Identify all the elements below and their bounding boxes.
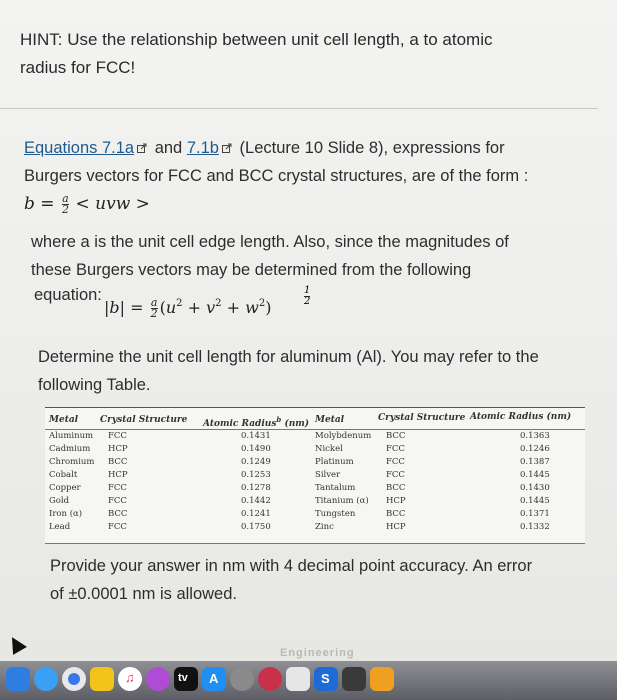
metal-name: Platinum bbox=[315, 457, 354, 467]
music-icon[interactable]: ♫ bbox=[118, 667, 142, 691]
tv-label: tv bbox=[178, 672, 188, 684]
task-paragraph bbox=[38, 343, 598, 399]
atomic-radius: 0.1442 bbox=[241, 496, 271, 506]
atomic-radius: 0.1249 bbox=[241, 457, 271, 467]
notes-icon[interactable] bbox=[90, 667, 114, 691]
hint-line-1: HINT: Use the relationship between unit cell length, a to atomic bbox=[20, 30, 493, 49]
crystal-structure: HCP bbox=[108, 444, 128, 454]
atomic-radius: 0.1371 bbox=[520, 509, 550, 519]
crystal-structure: FCC bbox=[386, 470, 405, 480]
metal-name: Aluminum bbox=[49, 431, 94, 441]
crystal-structure: FCC bbox=[108, 496, 127, 506]
where-line-1: where a is the unit cell edge length. Also, since the magnitudes of bbox=[31, 233, 509, 251]
crystal-structure: FCC bbox=[386, 444, 405, 454]
atomic-radius: 0.1253 bbox=[241, 470, 271, 480]
crystal-structure: HCP bbox=[108, 470, 128, 480]
exponent-numerator: 1 bbox=[304, 285, 311, 296]
mouse-cursor-icon bbox=[5, 633, 27, 655]
atomic-radius: 0.1332 bbox=[520, 522, 550, 532]
intro-paragraph bbox=[24, 134, 584, 218]
crystal-structure: BCC bbox=[108, 457, 128, 467]
app-store-icon[interactable]: A bbox=[202, 667, 226, 691]
formula-fraction bbox=[62, 194, 69, 215]
answer-instructions bbox=[50, 552, 570, 608]
header-radius-right: Atomic Radius (nm) bbox=[470, 412, 572, 422]
external-link-icon bbox=[137, 143, 147, 153]
header-structure-right: Crystal Structure bbox=[378, 413, 466, 423]
metal-name: Tantalum bbox=[315, 483, 356, 493]
no-entry-icon[interactable] bbox=[258, 667, 282, 691]
metal-name: Copper bbox=[49, 483, 81, 493]
atomic-radius: 0.1246 bbox=[520, 444, 550, 454]
system-preferences-icon[interactable] bbox=[230, 667, 254, 691]
atomic-radius-table bbox=[45, 407, 585, 544]
crystal-structure: BCC bbox=[386, 509, 406, 519]
intro-line-2: Burgers vectors for FCC and BCC crystal structures, are of the form : bbox=[24, 167, 529, 185]
equation-exponent bbox=[304, 286, 310, 307]
header-metal-left: Metal bbox=[49, 415, 79, 425]
exponent-denominator: 2 bbox=[304, 296, 311, 307]
header-radius-left: Atomic Radius$^b$ (nm) bbox=[203, 415, 310, 429]
hint-line-2: radius for FCC! bbox=[20, 58, 136, 77]
intro-rest-line-1: (Lecture 10 Slide 8), expressions for bbox=[239, 139, 505, 157]
crystal-structure: FCC bbox=[108, 522, 127, 532]
app-icon[interactable] bbox=[370, 667, 394, 691]
crystal-structure: BCC bbox=[386, 483, 406, 493]
where-paragraph bbox=[31, 228, 591, 284]
fraction-denominator: 2 bbox=[61, 203, 69, 217]
atomic-radius: 0.1750 bbox=[241, 522, 271, 532]
metal-name: Cobalt bbox=[49, 470, 78, 480]
equation-7-1a-link[interactable]: Equations 7.1a bbox=[24, 139, 135, 157]
header-structure-left: Crystal Structure bbox=[100, 415, 188, 425]
hint-text bbox=[20, 26, 580, 82]
mac-dock bbox=[0, 661, 617, 700]
crystal-structure: HCP bbox=[386, 496, 406, 506]
external-link-icon bbox=[222, 143, 232, 153]
metal-name: Nickel bbox=[315, 444, 343, 454]
crystal-structure: HCP bbox=[386, 522, 406, 532]
metal-name: Chromium bbox=[49, 457, 95, 467]
answer-line-1: Provide your answer in nm with 4 decimal point accuracy. An error bbox=[50, 557, 533, 575]
task-line-2: following Table. bbox=[38, 376, 151, 394]
metal-name: Gold bbox=[49, 496, 70, 506]
header-rule bbox=[45, 429, 585, 430]
metal-name: Silver bbox=[315, 470, 341, 480]
crystal-structure: FCC bbox=[108, 431, 127, 441]
atomic-radius: 0.1431 bbox=[241, 431, 271, 441]
metal-name: Zinc bbox=[315, 522, 334, 532]
metal-name: Cadmium bbox=[49, 444, 91, 454]
formula-lhs: b = bbox=[24, 194, 60, 214]
crystal-structure: BCC bbox=[386, 431, 406, 441]
fraction-numerator: a bbox=[62, 192, 69, 206]
metal-name: Iron (α) bbox=[49, 509, 83, 519]
terminal-icon[interactable] bbox=[342, 667, 366, 691]
bottom-rule bbox=[45, 543, 585, 544]
magnitude-equation: |b| = $\frac{a}{2}$ $(u^2 + v^2 + w^2)$ bbox=[104, 296, 272, 320]
where-line-2: these Burgers vectors may be determined from the following bbox=[31, 261, 472, 279]
crystal-structure: FCC bbox=[108, 483, 127, 493]
crystal-structure: FCC bbox=[386, 457, 405, 467]
metal-name: Titanium (α) bbox=[315, 496, 369, 506]
burgers-formula bbox=[24, 190, 584, 218]
atomic-radius: 0.1278 bbox=[241, 483, 271, 493]
equation-label: equation: bbox=[34, 286, 102, 304]
podcasts-icon[interactable] bbox=[146, 667, 170, 691]
atomic-radius: 0.1387 bbox=[520, 457, 550, 467]
atomic-radius: 0.1363 bbox=[520, 431, 550, 441]
atomic-radius: 0.1445 bbox=[520, 496, 550, 506]
crystal-structure: BCC bbox=[108, 509, 128, 519]
header-metal-right: Metal bbox=[315, 415, 345, 425]
atomic-radius: 0.1430 bbox=[520, 483, 550, 493]
safari-icon[interactable] bbox=[34, 667, 58, 691]
divider bbox=[0, 108, 598, 109]
and-text: and bbox=[154, 139, 183, 157]
equation-7-1b-link[interactable]: 7.1b bbox=[186, 139, 219, 157]
app-s-icon[interactable]: S bbox=[314, 667, 338, 691]
chrome-icon[interactable] bbox=[62, 667, 86, 691]
metal-name: Tungsten bbox=[315, 509, 356, 519]
answer-line-2: of ±0.0001 nm is allowed. bbox=[50, 585, 237, 603]
metal-name: Molybdenum bbox=[315, 431, 372, 441]
atomic-radius: 0.1445 bbox=[520, 470, 550, 480]
metal-name: Lead bbox=[49, 522, 71, 532]
apple-tv-icon[interactable] bbox=[174, 667, 198, 691]
task-line-1: Determine the unit cell length for aluminum (Al). You may refer to the bbox=[38, 348, 539, 366]
formula-rhs: < uvw > bbox=[75, 194, 150, 214]
behind-window-text: Engineering bbox=[280, 647, 355, 659]
atomic-radius: 0.1490 bbox=[241, 444, 271, 454]
atomic-radius: 0.1241 bbox=[241, 509, 271, 519]
document-icon[interactable] bbox=[286, 667, 310, 691]
eq-fraction: $\frac{a}{2}$ bbox=[150, 296, 158, 320]
finder-icon[interactable] bbox=[6, 667, 30, 691]
